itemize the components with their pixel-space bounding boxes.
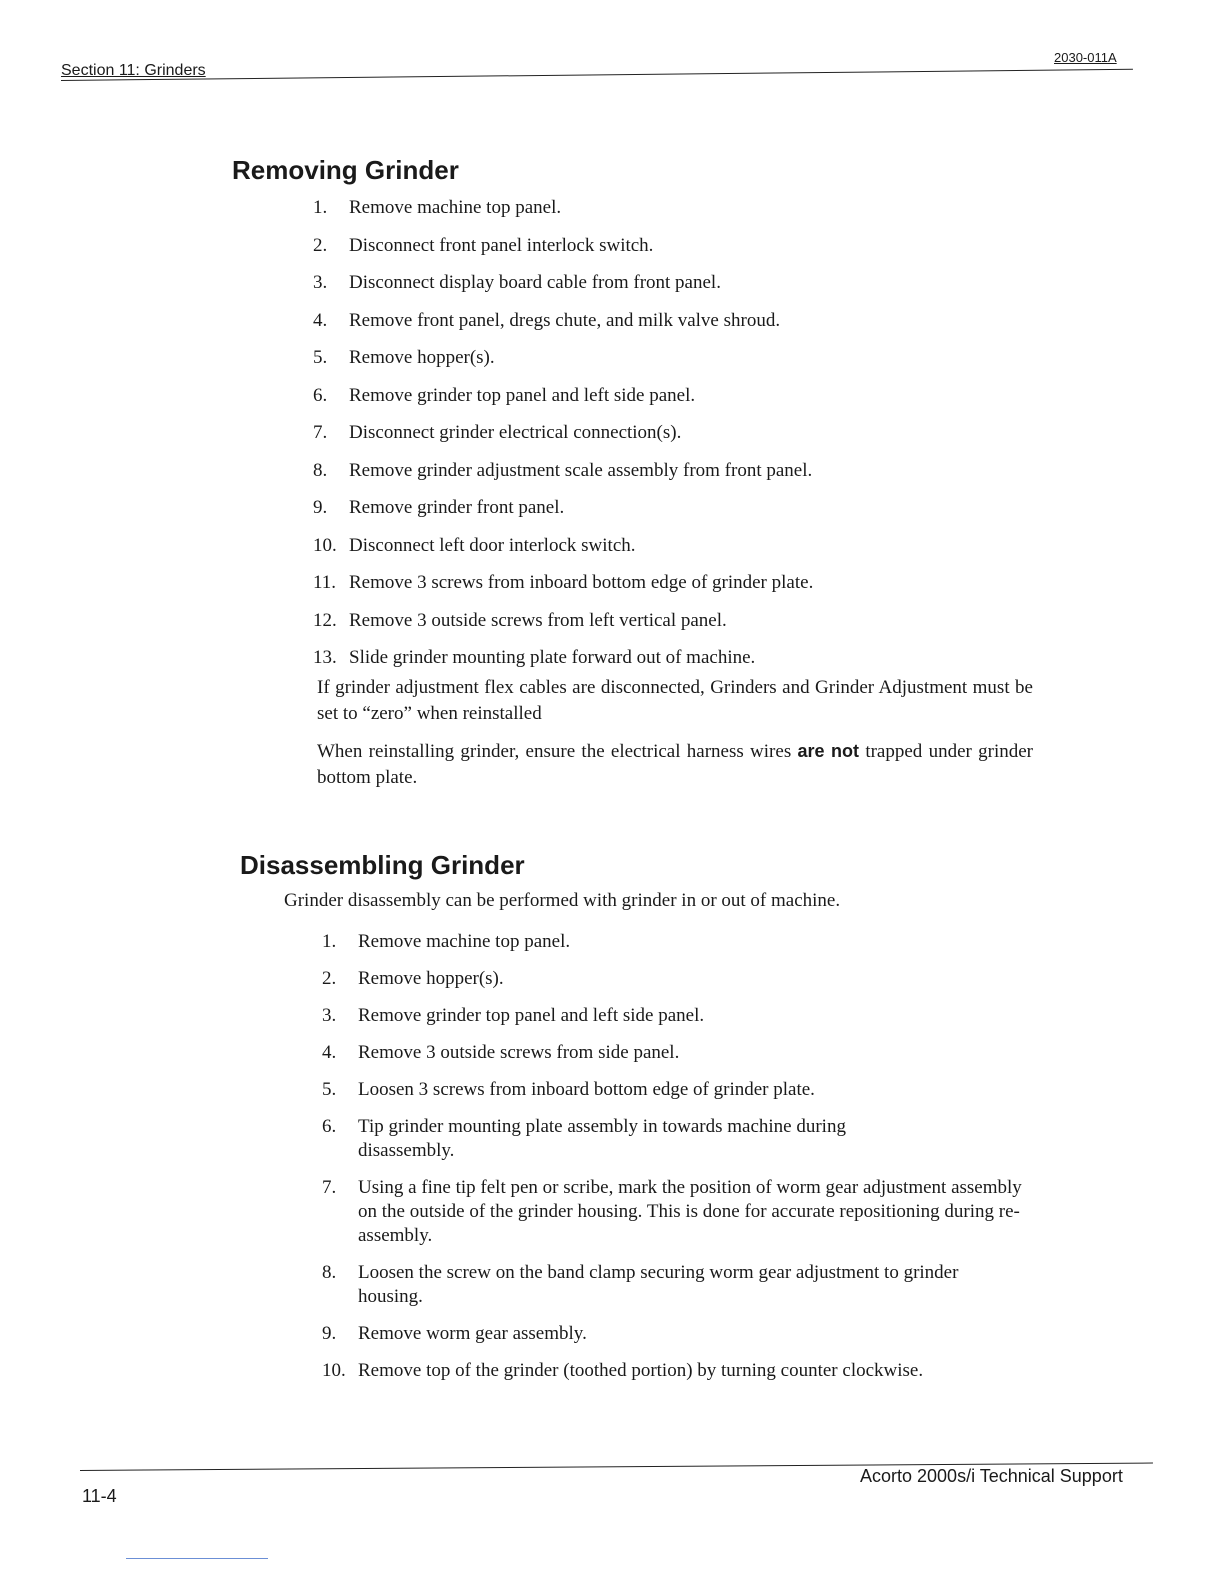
list-item — [313, 309, 1033, 347]
step-number: 1. — [313, 197, 328, 218]
step-text: Remove machine top panel. — [358, 931, 571, 952]
step-text: Disconnect display board cable from front panel. — [349, 272, 721, 293]
step-number: 12. — [313, 609, 337, 631]
header-rule — [61, 69, 1133, 81]
step-number: 6. — [322, 1116, 337, 1137]
step-text: Loosen 3 screws from inboard bottom edge of grinder plate. — [358, 1079, 815, 1100]
list-item — [322, 930, 1037, 954]
list-item — [322, 1004, 1037, 1028]
step-number: 8. — [313, 459, 328, 481]
step-text: Slide grinder mounting plate forward out of machine. — [349, 647, 756, 668]
step-text: Remove hopper(s). — [358, 968, 504, 989]
step-text: Remove grinder top panel and left side panel. — [349, 384, 696, 406]
page-number: 11-4 — [82, 1486, 117, 1506]
step-text: Loosen the screw on the band clamp securing worm gear adjustment to grinder housing. — [358, 1262, 959, 1307]
list-item — [313, 496, 1033, 534]
step-text: Remove 3 screws from inboard bottom edge of grinder plate. — [349, 572, 814, 593]
scan-artifact-line — [126, 1558, 268, 1559]
list-item — [313, 534, 1033, 572]
list-item — [322, 1078, 1037, 1102]
footer-title: Acorto 2000s/i Technical Support — [860, 1466, 1123, 1486]
step-text: Remove grinder front panel. — [349, 497, 565, 518]
step-text: Remove grinder top panel and left side panel. — [358, 1005, 705, 1026]
step-number: 2. — [322, 968, 337, 989]
list-item — [313, 234, 1033, 272]
list-item — [313, 421, 1033, 459]
note-text: trapped under grinder bottom plate. — [317, 741, 1033, 788]
list-item — [322, 1322, 1037, 1346]
list-item — [313, 571, 1033, 609]
flex-cable-note: If grinder adjustment flex cables are disconnected, Grinders and Grinder Adjustment must be set to “zero” when reinstalled — [317, 677, 1033, 724]
step-number: 5. — [322, 1079, 337, 1100]
step-number: 2. — [313, 234, 328, 256]
step-number: 3. — [313, 272, 328, 293]
step-number: 5. — [313, 347, 328, 368]
step-text: Remove machine top panel. — [349, 197, 562, 218]
step-number: 9. — [322, 1323, 337, 1344]
step-number: 6. — [313, 384, 328, 406]
step-number: 1. — [322, 931, 337, 952]
step-number: 7. — [322, 1177, 337, 1198]
step-number: 8. — [322, 1262, 337, 1283]
step-text: Disconnect grinder electrical connection(s). — [349, 422, 682, 443]
list-item — [313, 196, 1033, 234]
note-text: When reinstalling grinder, ensure the electrical harness wires — [317, 741, 792, 762]
list-item — [322, 1176, 1037, 1248]
list-item — [313, 271, 1033, 309]
list-item — [313, 459, 1033, 497]
removing-grinder-heading: Removing Grinder — [232, 155, 459, 185]
step-text: Remove 3 outside screws from side panel. — [358, 1042, 680, 1063]
list-item — [313, 609, 1033, 647]
document-number: 2030-011A — [1054, 50, 1117, 65]
list-item — [322, 1359, 1037, 1383]
list-item — [322, 1261, 1037, 1309]
list-item — [322, 1115, 1037, 1163]
step-number: 10. — [313, 534, 337, 556]
step-number: 4. — [322, 1042, 337, 1063]
section-title: Section 11: Grinders — [61, 62, 206, 79]
list-item — [313, 384, 1033, 422]
step-text: Remove front panel, dregs chute, and milk valve shroud. — [349, 309, 781, 331]
step-text: Remove worm gear assembly. — [358, 1323, 587, 1344]
step-number: 11. — [313, 572, 337, 593]
removing-steps-list — [313, 196, 1033, 684]
step-text: Disconnect left door interlock switch. — [349, 534, 636, 556]
step-text: Remove 3 outside screws from left vertical panel. — [349, 609, 727, 631]
disassembling-steps-list — [322, 930, 1037, 1383]
harness-wire-note — [317, 738, 1033, 791]
step-text: Using a fine tip felt pen or scribe, mark the position of worm gear adjustment assembly on the outside of the grinder housing. This is done for accurate repositioning during re-assembly. — [358, 1177, 1022, 1246]
list-item — [322, 1041, 1037, 1065]
step-number: 10. — [322, 1360, 346, 1381]
step-text: Remove top of the grinder (toothed portion) by turning counter clockwise. — [358, 1360, 924, 1381]
step-number: 7. — [313, 422, 328, 443]
step-text: Remove grinder adjustment scale assembly from front panel. — [349, 459, 813, 481]
step-number: 4. — [313, 309, 328, 331]
disassembly-intro: Grinder disassembly can be performed with grinder in or out of machine. — [284, 890, 841, 911]
step-text: Disconnect front panel interlock switch. — [349, 234, 654, 256]
list-item — [313, 346, 1033, 384]
note-emphasis: are not — [797, 741, 860, 761]
step-text: Tip grinder mounting plate assembly in towards machine during disassembly. — [358, 1116, 846, 1161]
list-item — [322, 967, 1037, 991]
step-text: Remove hopper(s). — [349, 347, 495, 368]
step-number: 9. — [313, 497, 328, 518]
step-number: 13. — [313, 647, 337, 668]
disassembling-grinder-heading: Disassembling Grinder — [240, 850, 525, 880]
step-number: 3. — [322, 1005, 337, 1026]
